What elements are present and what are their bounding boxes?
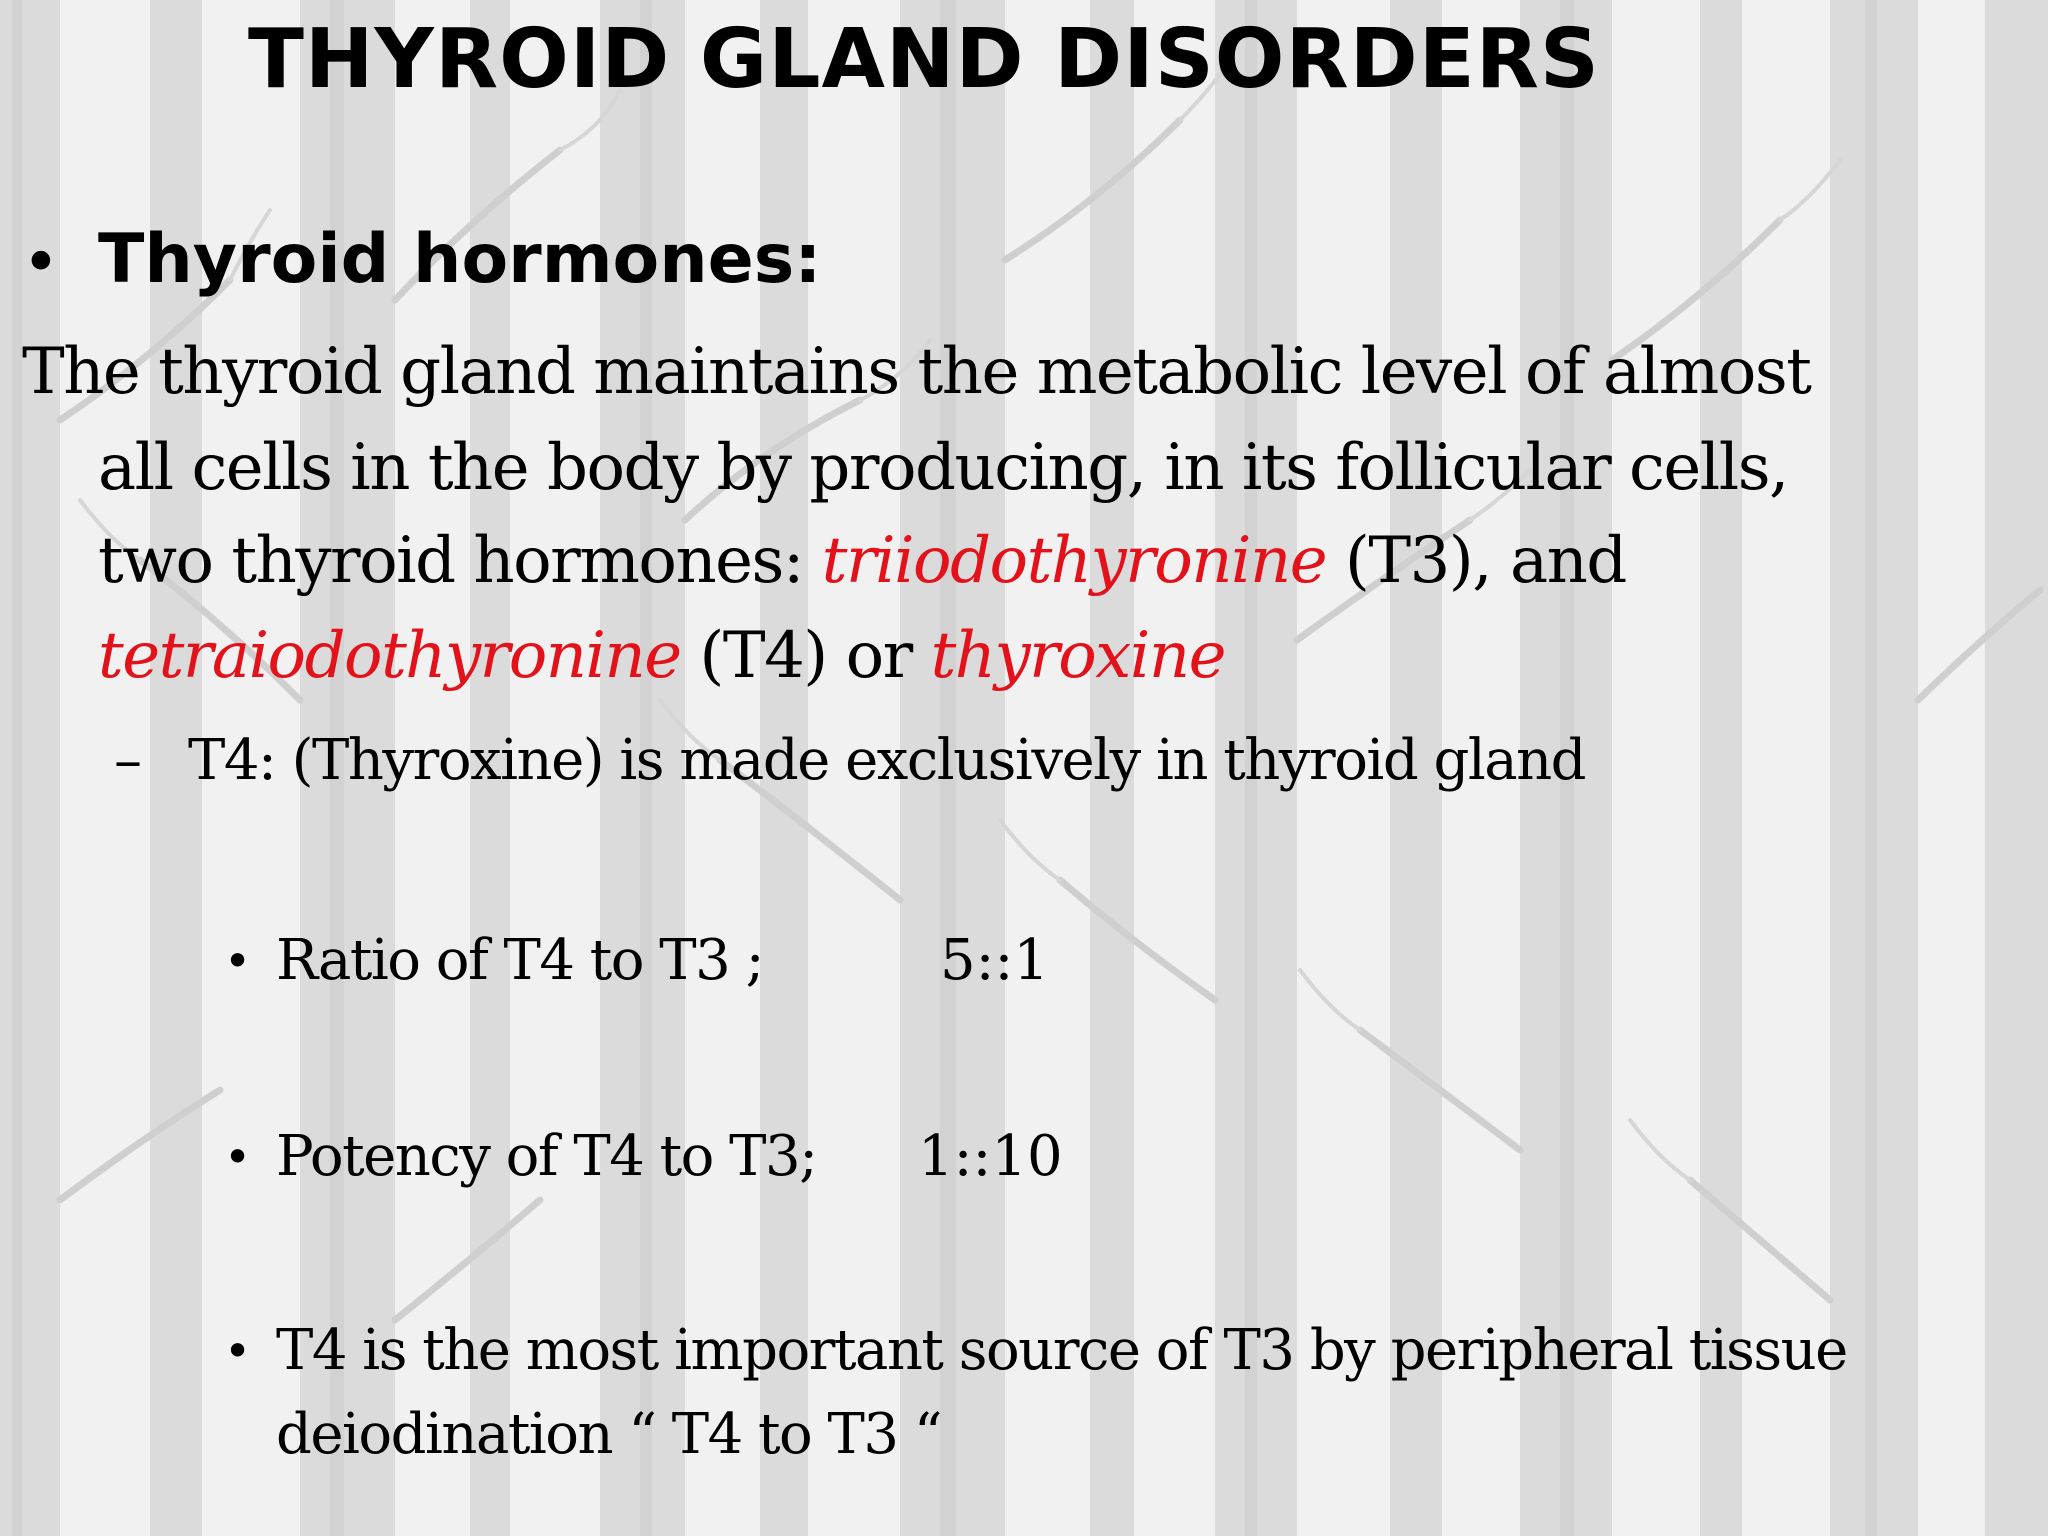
- highlight-term-triiodothyronine: triiodothyronine: [821, 524, 1327, 598]
- paragraph-text: (T3), and: [1326, 524, 1626, 598]
- bullet-marker: •: [224, 1130, 252, 1184]
- sub-point-text: T4: (Thyroxine) is made exclusively in thyroid gland: [188, 728, 1586, 793]
- bullet-marker: •: [22, 226, 60, 300]
- source-text-line-2: deiodination “ T4 to T3 “: [276, 1402, 941, 1467]
- ratio-value: 5::1: [940, 928, 1049, 993]
- highlight-term-thyroxine: thyroxine: [930, 619, 1225, 693]
- paragraph-text: two thyroid hormones:: [98, 524, 822, 598]
- source-text-line-1: T4 is the most important source of T3 by peripheral tissue: [276, 1318, 1847, 1383]
- bullet-marker: •: [224, 934, 252, 988]
- paragraph-line-3: [98, 513, 1626, 609]
- slide-title: THYROID GLAND DISORDERS: [248, 12, 1600, 107]
- paragraph-line-1: The thyroid gland maintains the metabolic level of almost: [22, 335, 1811, 409]
- paragraph-line-2: all cells in the body by producing, in its follicular cells,: [98, 431, 1788, 505]
- highlight-term-tetraiodothyronine: tetraiodothyronine: [98, 619, 681, 693]
- potency-value: 1::10: [918, 1124, 1063, 1189]
- bullet-marker: •: [224, 1324, 252, 1378]
- dash-marker: –: [114, 728, 142, 793]
- paragraph-text: (T4) or: [680, 619, 931, 693]
- section-heading: Thyroid hormones:: [98, 220, 822, 299]
- ratio-label: Ratio of T4 to T3 ;: [276, 928, 763, 993]
- potency-label: Potency of T4 to T3;: [276, 1124, 817, 1189]
- paragraph-line-4: [98, 608, 1225, 704]
